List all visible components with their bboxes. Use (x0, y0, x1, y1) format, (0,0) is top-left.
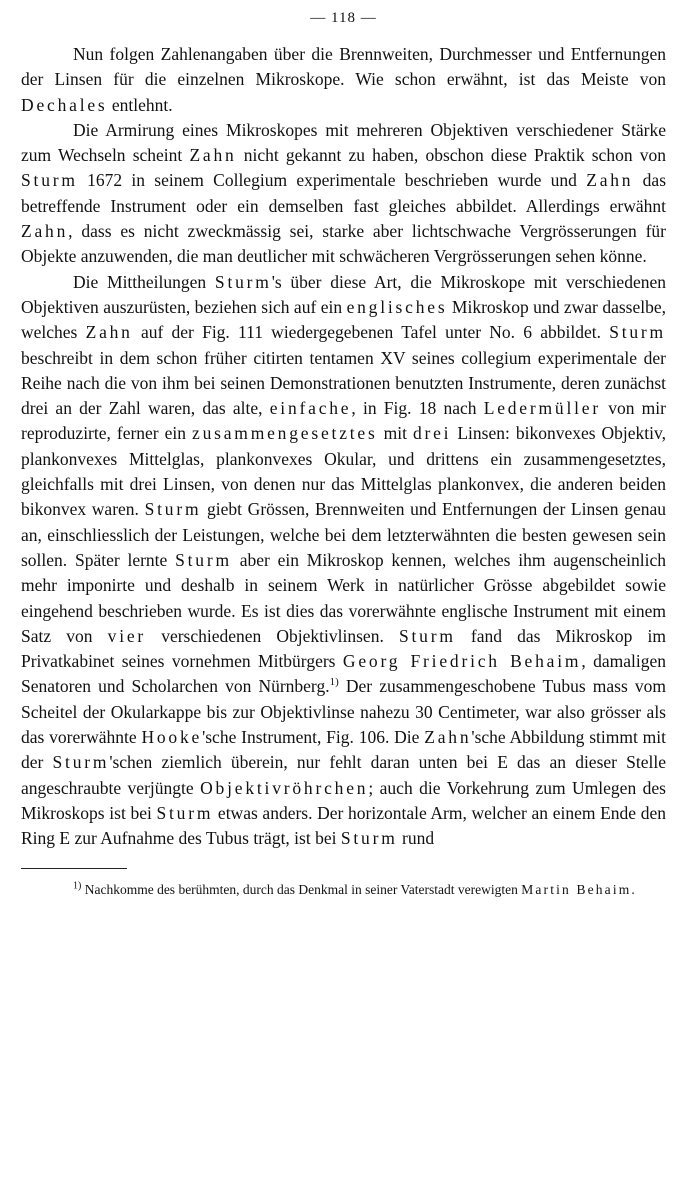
text-run: , damaligen Senatoren und Scholarchen von Nürnberg. (21, 651, 666, 697)
text-run: . (631, 881, 635, 897)
spaced-name: Sturm (214, 271, 272, 292)
text-run: von mir reproduzirte, ferner ein (21, 398, 666, 444)
footnote (21, 879, 666, 901)
text-run: mit (377, 423, 413, 444)
text-run: 's über diese Art, die Mikroskope mit verschiedenen Objektiven auszurüsten, beziehen sich auf ein (21, 271, 666, 317)
text-run: etwas anders. Der horizontale Arm, welcher an einem Ende den Ring E zur Aufnahme des Tubus trägt, ist bei (21, 802, 666, 849)
spaced-name: Sturm (52, 752, 110, 773)
text-run: 'schen ziemlich überein, nur fehlt daran unten bei E das an dieser Stelle angeschraubte verjüngte (21, 752, 666, 798)
spaced-name: drei (412, 423, 452, 444)
spaced-name: Zahn (424, 727, 472, 748)
spaced-name: Sturm (156, 802, 214, 823)
body-text (21, 42, 666, 852)
text-run: Nachkomme des berühmten, durch das Denkmal in seiner Vaterstadt verewigten (81, 881, 522, 897)
text-run: das betreffende Instrument oder ein demselben fast gleiches abbildet. Allerdings erwähnt (21, 170, 666, 216)
text-run: 'sche Instrument, Fig. 106. Die (202, 727, 425, 748)
text-run: , dass es nicht zweckmässig sei, starke aber lichtschwache Vergrösserungen für Objekte anzuwenden, die man deutlicher mit schwächeren Vergrösserungen sehen könne. (21, 221, 666, 267)
spaced-name: Dechales (21, 94, 108, 115)
text-run: 'sche Abbildung stimmt mit der (21, 727, 666, 773)
spaced-name: Ledermüller (483, 398, 601, 419)
footnote-text (81, 882, 634, 897)
text-run: fand das Mikroskop im Privatkabinet seines vornehmen Mitbürgers (21, 625, 666, 672)
spaced-name: Martin Behaim (521, 881, 632, 897)
footnote-mark: 1) (73, 880, 82, 891)
spaced-name: Hooke (141, 727, 203, 748)
text-run: nicht gekannt zu haben, obschon diese Praktik schon von (236, 145, 666, 166)
footnote-divider (21, 868, 127, 869)
text-run: beschreibt in dem schon früher citirten tentamen XV seines collegium experimentale der Reihe nach die von ihm bei seinen Demonstrationen benutzten Instrumente, deren zunächst drei an der Zahl waren, das alte, (21, 347, 666, 419)
spaced-name: Sturm (144, 499, 202, 520)
spaced-name: zusammengesetztes (192, 423, 378, 444)
text-run: Nun folgen Zahlenangaben über die Brennweiten, Durchmesser und Entfernungen der Linsen für die einzelnen Mikroskope. Wie schon erwähnt, ist das Meiste von (21, 44, 666, 90)
text-run: auf der Fig. 111 wiedergegebenen Tafel unter No. 6 abbildet. (132, 322, 610, 343)
text-run: verschiedenen Objektivlinsen. (146, 625, 399, 646)
spaced-name: Zahn (189, 145, 237, 166)
spaced-name: englisches (346, 296, 448, 317)
spaced-name: Zahn (586, 170, 634, 191)
text-run: Die Mittheilungen (73, 271, 215, 292)
paragraph (21, 118, 666, 270)
text-run: aber ein Mikroskop kennen, welches ihm augenscheinlich mehr imponirte und deshalb in seinem Werk in natürlicher Grösse abgebildet sowie eingehend beschrieben wurde. Es ist dies das vorerwähnte englische Instrument mit einem Satz von (21, 549, 666, 646)
spaced-name: Sturm (340, 828, 398, 849)
spaced-name: Georg Friedrich Behaim (342, 651, 582, 672)
text-run: Linsen: bikonvexes Objektiv, plankonvexes Mittelglas, plankonvexes Okular, und drittens ein zusammengesetztes, gleichfalls mit drei Linsen, von denen nur das Mittelglas plankonvex, die anderen beiden bikonvex waren. (21, 423, 667, 520)
spaced-name: Zahn (85, 322, 133, 343)
spaced-name: Sturm (609, 322, 666, 343)
spaced-name: Objektivröhrchen (200, 777, 369, 798)
spaced-name: einfache (269, 398, 352, 419)
text-run: Die Armirung eines Mikroskopes mit mehreren Objektiven verschiedener Stärke zum Wechseln scheint (21, 119, 666, 166)
text-run: Der zusammengeschobene Tubus mass vom Scheitel der Okularkappe bis zur Objektivlinse nahezu 30 Centimeter, war also grösser als das vorerwähnte (21, 676, 666, 748)
text-run: ; auch die Vorkehrung zum Umlegen des Mikroskops ist bei (21, 777, 666, 823)
paragraph (21, 42, 666, 118)
page-number: — 118 — (310, 10, 377, 26)
text-run: entlehnt. (107, 94, 173, 115)
text-run: rund (397, 828, 435, 849)
spaced-name: Sturm (398, 625, 456, 646)
spaced-name: Sturm (21, 170, 78, 191)
spaced-name: vier (107, 625, 147, 646)
text-run: 1672 in seinem Collegium experimentale beschrieben wurde und (77, 170, 587, 191)
spaced-name: Zahn (21, 221, 69, 242)
text-run: , in Fig. 18 nach (351, 398, 484, 419)
spaced-name: Sturm (175, 549, 232, 570)
text-run: Mikroskop und zwar dasselbe, welches (21, 296, 666, 343)
footnote-reference: 1) (329, 676, 339, 689)
text-run: giebt Grössen, Brennweiten und Entfernungen der Linsen genau an, einschliesslich der Leistungen, welche bei dem letzterwähnten die besten gewesen sein sollen. Später lernte (21, 499, 666, 570)
paragraph (21, 270, 666, 852)
